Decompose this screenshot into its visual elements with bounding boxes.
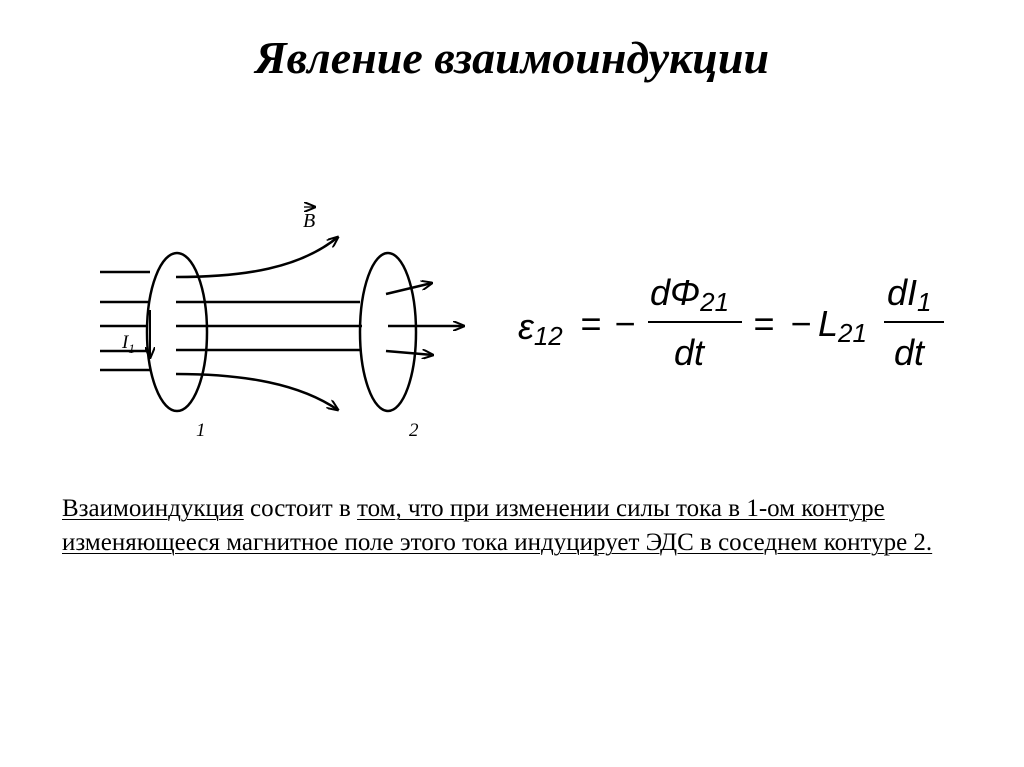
field-label: B [303,210,316,232]
description-paragraph [62,492,982,560]
loop-1-label: 1 [196,420,206,441]
formula-numerator-2: dI1 [887,272,932,317]
mutual-induction-formula [518,272,944,373]
formula-equals-2: = [753,303,775,344]
formula-minus-2: − [790,303,812,344]
current-label: $I_1$ [122,332,135,356]
field-lines-right [386,283,464,355]
term-mutual-induction: Взаимоиндукция [62,495,244,522]
formula-emf: ε12 [518,306,563,351]
formula-numerator-1: dΦ21 [650,272,730,317]
text-definition: том, что при изменении силы тока в 1-ом контуре изменяющееся магнитное поле этого тока индуцирует ЭДС в соседнем контуре 2. [62,495,933,556]
field-lines-middle [176,237,362,410]
loop-2 [360,253,416,411]
field-vector-label [303,207,315,232]
formula-equals-1: = [580,303,602,344]
field-lines-left [100,272,150,370]
formula-coefficient: L21 [818,303,867,348]
formula-minus-1: − [614,303,636,344]
text-connector: состоит в [243,495,358,522]
slide-title: Явление взаимоиндукции [254,32,770,83]
formula-denominator-1: dt [674,332,705,373]
loop-2-label: 2 [409,420,419,441]
formula-denominator-2: dt [894,332,925,373]
